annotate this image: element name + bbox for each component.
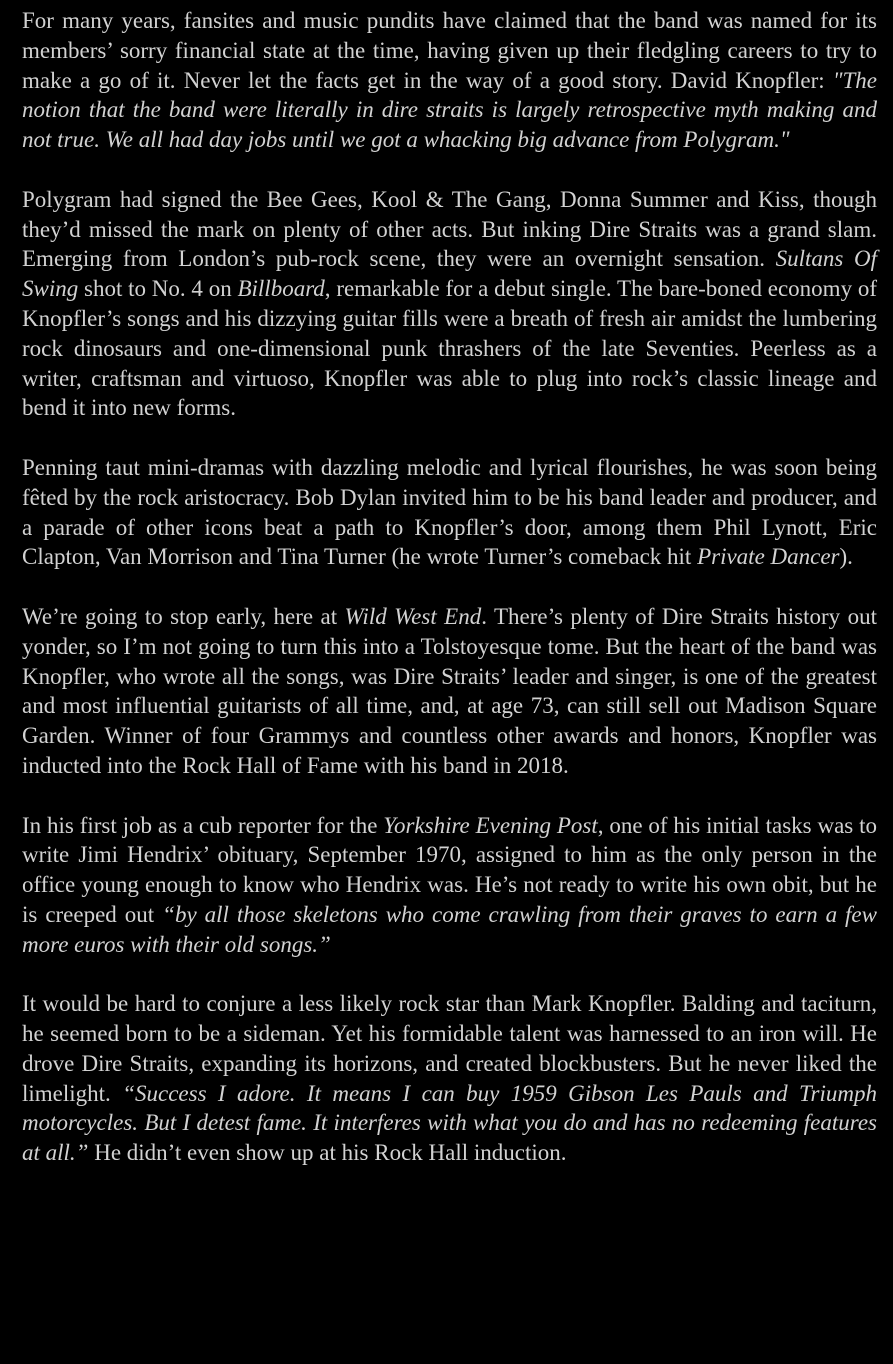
paragraph-text: , one of his initial tasks was to write Jimi Hendrix’ obituary, September 1970, assigned to him as the only person in the office young enough to know who Hendrix was. He’s not ready to write his own obit, but he is creeped out bbox=[22, 812, 878, 927]
paragraph-wild-west-end bbox=[22, 602, 877, 781]
paragraph-band-name-myth bbox=[22, 6, 877, 155]
paragraph-text: Polygram had signed the Bee Gees, Kool & The Gang, Donna Summer and Kiss, though they’d missed the mark on plenty of other acts. But inking Dire Straits was a grand slam. Emerging from London’s pub-rock scene, they were an overnight sensation. bbox=[22, 186, 877, 272]
paragraph-polygram-signing bbox=[22, 185, 877, 423]
chart-name-billboard: Billboard bbox=[237, 276, 325, 302]
paragraph-text: We’re going to stop early, here at bbox=[22, 603, 345, 629]
paragraph-rock-aristocracy bbox=[22, 453, 877, 572]
paragraph-unlikely-rock-star bbox=[22, 989, 877, 1168]
skeletons-quote: “by all those skeletons who come crawling from their graves to earn a few more euros with their old songs.” bbox=[22, 901, 877, 957]
song-title-private-dancer: Private Dancer bbox=[697, 544, 840, 570]
newspaper-name: Yorkshire Evening Post bbox=[383, 812, 598, 838]
success-quote: “Success I adore. It means I can buy 1959 Gibson Les Pauls and Triumph motorcycles. But I detest fame. It interferes with what you do and has no redeeming features at all.” bbox=[22, 1080, 877, 1166]
paragraph-text: He didn’t even show up at his Rock Hall induction. bbox=[88, 1140, 567, 1166]
paragraph-text: It would be hard to conjure a less likely rock star than Mark Knopfler. Balding and taciturn, he seemed born to be a sideman. Yet his formidable talent was harnessed to an iron will. He drove Dire Straits, expanding its horizons, and created blockbusters. But he never liked the limelight. bbox=[22, 991, 877, 1106]
paragraph-text: , remarkable for a debut single. The bare-boned economy of Knopfler’s songs and his dizzying guitar fills were a breath of fresh air amidst the lumbering rock dinosaurs and one-dimensional punk thrashers of the late Seventies. Peerless as a writer, craftsman and virtuoso, Knopfler was able to plug into rock’s classic lineage and bend it into new forms. bbox=[22, 276, 878, 421]
paragraph-text: In his first job as a cub reporter for the bbox=[22, 812, 384, 838]
paragraph-text: . There’s plenty of Dire Straits history out yonder, so I’m not going to turn this into a Tolstoyesque tome. But the heart of the band was Knopfler, who wrote all the songs, was Dire Straits’ leader and singer, is one of the greatest and most influential guitarists of all time, and, at age 73, can still sell out Madison Square Garden. Winner of four Grammys and countless other awards and honors, Knopfler was inducted into the Rock Hall of Fame with his band in 2018. bbox=[22, 603, 877, 778]
paragraph-text: ). bbox=[839, 544, 853, 570]
paragraph-text: Penning taut mini-dramas with dazzling melodic and lyrical flourishes, he was soon being fêted by the rock aristocracy. Bob Dylan invited him to be his band leader and producer, and a parade of other icons beat a path to Knopfler’s door, among them Phil Lynott, Eric Clapton, Van Morrison and Tina Turner (he wrote Turner’s comeback hit bbox=[22, 454, 877, 570]
venue-wild-west-end: Wild West End bbox=[344, 603, 482, 629]
paragraph-cub-reporter bbox=[22, 811, 877, 960]
paragraph-text: For many years, fansites and music pundits have claimed that the band was named for its members’ sorry financial state at the time, having given up their fledgling careers to try to make a go of it. Never let the facts get in the way of a good story. David Knopfler: bbox=[22, 8, 877, 93]
song-title-sultans-of-swing: Sultans Of Swing bbox=[22, 246, 877, 302]
david-knopfler-quote: "The notion that the band were literally in dire straits is largely retrospective myth making and not true. We all had day jobs until we got a whacking big advance from Polygram." bbox=[22, 67, 877, 153]
paragraph-text: shot to No. 4 on bbox=[78, 276, 238, 302]
